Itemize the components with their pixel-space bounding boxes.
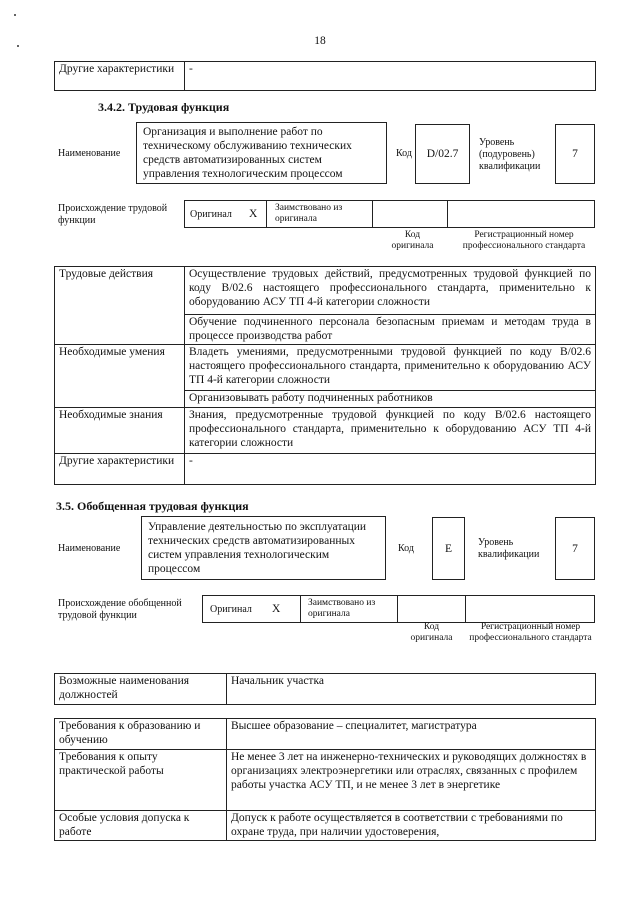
name-label: Наименование (58, 543, 121, 554)
positions-table (54, 673, 596, 705)
origin-label: Происхождение трудовой функции (58, 203, 168, 226)
level-value: 7 (572, 148, 578, 160)
name-label: Наименование (58, 148, 121, 159)
section-heading-3-5: 3.5. Обобщенная трудовая функция (56, 499, 249, 513)
page-number: 18 (314, 35, 326, 47)
reg-number-label: Регистрационный номер профессионального стандарта (469, 622, 592, 643)
level-box (555, 517, 595, 580)
generalized-function-name-value: Управление деятельностью по эксплуатации технических средств автоматизированных систем управления технологическим процессом (148, 521, 367, 575)
code-label: Код (396, 148, 412, 159)
borrowed-label: Заимствовано из оригинала (275, 203, 343, 224)
function-name-box (136, 122, 387, 184)
skills-label: Необходимые умения (55, 345, 185, 408)
code-box (415, 124, 470, 184)
other-characteristics-value: - (185, 62, 596, 91)
origin-divider (372, 200, 373, 228)
requirements-table (54, 718, 596, 841)
original-mark: X (249, 208, 258, 220)
original-mark: X (272, 603, 281, 615)
experience-label: Требования к опыту практической работы (55, 750, 227, 811)
other-characteristics-label: Другие характеристики (55, 454, 185, 485)
level-box (555, 124, 595, 184)
skill-item: Организовывать работу подчиненных работников (185, 391, 596, 408)
education-value: Высшее образование – специалитет, магистратура (227, 719, 596, 750)
education-label: Требования к образованию и обучению (55, 719, 227, 750)
experience-value: Не менее 3 лет на инженерно-технических и руководящих должностях в организациях электроэнергетики или отраслях, связанных с профилем работы участка АСУ ТП, и не менее 3 лет в энергетике (227, 750, 596, 811)
other-characteristics-table-top (54, 61, 596, 91)
origin-divider (300, 595, 301, 623)
origin-divider (447, 200, 448, 228)
reg-number-label: Регистрационный номер профессионального стандарта (462, 230, 586, 251)
level-value: 7 (572, 542, 578, 555)
code-value: D/02.7 (426, 148, 459, 160)
special-conditions-label: Особые условия допуска к работе (55, 811, 227, 841)
skill-item: Владеть умениями, предусмотренными трудовой функцией по коду B/02.6 настоящего профессионального стандарта, применительно к оборудованию АСУ ТП 4-й категории сложности (185, 345, 596, 391)
generalized-function-name-box (141, 516, 386, 580)
original-label: Оригинал (210, 604, 252, 615)
origin-box (202, 595, 595, 623)
level-label: Уровень квалификации (478, 537, 540, 560)
origin-label: Происхождение обобщенной трудовой функции (58, 598, 182, 621)
section-heading-3-4-2: 3.4.2. Трудовая функция (98, 100, 230, 114)
function-name-value: Организация и выполнение работ по техническому обслуживанию технических средств автоматизированных систем управления технологическим процессом (143, 126, 352, 180)
positions-label: Возможные наименования должностей (55, 674, 227, 705)
labor-function-table (54, 266, 596, 485)
other-characteristics-value: - (185, 454, 596, 485)
other-characteristics-label: Другие характеристики (55, 62, 185, 91)
code-original-label: Код оригинала (391, 230, 434, 251)
code-label: Код (398, 543, 414, 554)
action-item: Осуществление трудовых действий, предусмотренных трудовой функцией по коду B/02.6 настоящего профессионального стандарта, применительно к оборудованию АСУ ТП 4-й категории сложности (185, 267, 596, 315)
action-item: Обучение подчиненного персонала безопасным приемам и методам труда в процессе производства работ (185, 315, 596, 345)
origin-divider (397, 595, 398, 623)
level-label: Уровень (подуровень) квалификации (479, 137, 541, 172)
scan-mark (14, 14, 16, 16)
code-value: E (444, 542, 453, 555)
origin-divider (266, 200, 267, 228)
positions-value: Начальник участка (227, 674, 596, 705)
knowledge-label: Необходимые знания (55, 408, 185, 454)
knowledge-item: Знания, предусмотренные трудовой функцией по коду B/02.6 настоящего профессионального стандарта, применительно к оборудованию АСУ ТП 4-й категории сложности (185, 408, 596, 454)
scan-mark (17, 45, 19, 47)
borrowed-label: Заимствовано из оригинала (308, 598, 376, 619)
code-box (432, 517, 465, 580)
original-label: Оригинал (190, 209, 232, 220)
actions-label: Трудовые действия (55, 267, 185, 345)
origin-box (184, 200, 595, 228)
code-original-label: Код оригинала (410, 622, 453, 643)
origin-divider (465, 595, 466, 623)
special-conditions-value: Допуск к работе осуществляется в соответствии с требованиями по охране труда, при наличии удостоверения, (227, 811, 596, 841)
